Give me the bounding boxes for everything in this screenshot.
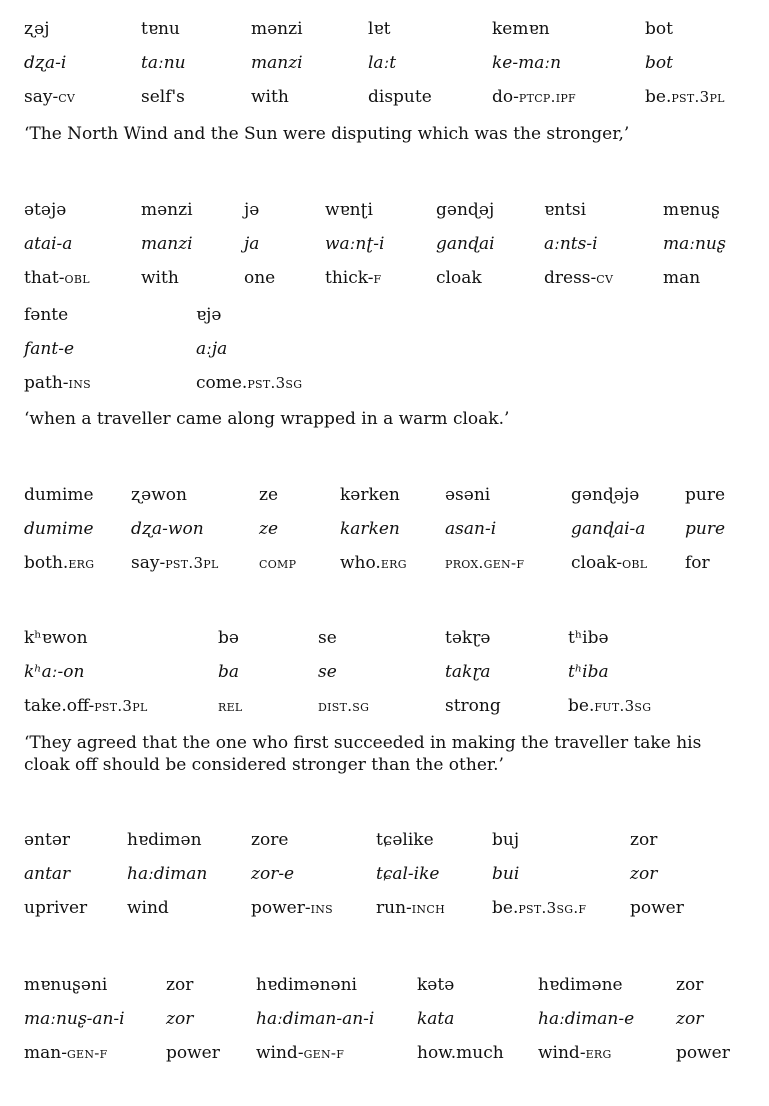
phonetic-word: mənzi (141, 200, 193, 220)
morpheme-word: ke-maːn (492, 53, 562, 73)
morpheme-word: kata (417, 1009, 455, 1029)
gloss-word: man (663, 268, 701, 288)
morpheme-word: haːdiman-an-i (256, 1009, 375, 1029)
phonetic-word: ɐntsi (544, 200, 587, 220)
morpheme-word: haːdiman (127, 864, 208, 884)
gloss-abbreviation: pst.3sg.f (518, 899, 587, 917)
gloss-word: thick-f (325, 268, 382, 288)
gloss-word (218, 695, 243, 717)
phonetic-word: bə (218, 628, 239, 648)
phonetic-word: mɐnuʂ (663, 200, 720, 220)
phonetic-word: zore (251, 830, 289, 850)
phonetic-word: jə (244, 200, 260, 220)
gloss-word: run-inch (376, 898, 445, 918)
gloss-word (445, 552, 524, 574)
phonetic-word: əsəni (445, 485, 491, 505)
gloss-word: with (141, 268, 179, 288)
phonetic-word: hɐdiməne (538, 975, 623, 995)
morpheme-word: tɕal-ike (376, 864, 440, 884)
gloss-word: say-cv (24, 87, 76, 107)
morpheme-word: takɽa (445, 662, 491, 682)
phonetic-word: wɐnʈi (325, 200, 373, 220)
morpheme-word: ganɖai-a (571, 519, 646, 539)
morpheme-word: ja (244, 234, 260, 254)
morpheme-word: ze (259, 519, 279, 539)
gloss-word: say-pst.3pl (131, 553, 219, 573)
gloss-word: self's (141, 87, 185, 107)
phonetic-word: gənɖəj (436, 200, 495, 220)
morpheme-word: aːnts-i (544, 234, 598, 254)
phonetic-word: tɕəlike (376, 830, 434, 850)
phonetic-word: hɐdimənəni (256, 975, 357, 995)
gloss-word: power (166, 1043, 220, 1063)
gloss-word: power (630, 898, 684, 918)
gloss-abbreviation: erg (585, 1044, 612, 1062)
morpheme-word: haːdiman-e (538, 1009, 635, 1029)
gloss-word: do-ptcp.ipf (492, 87, 576, 107)
free-translation: ‘The North Wind and the Sun were disputing which was the stronger,’ (24, 124, 630, 144)
morpheme-word: bui (492, 864, 520, 884)
gloss-abbreviation: obl (622, 554, 648, 572)
gloss-word: for (685, 553, 710, 573)
gloss-word: how.much (417, 1043, 504, 1063)
phonetic-word: tɐnu (141, 19, 180, 39)
morpheme-word: dumime (24, 519, 94, 539)
morpheme-word: tʰiba (568, 662, 609, 682)
morpheme-word: aːja (196, 339, 228, 359)
morpheme-word: zor-e (251, 864, 295, 884)
gloss-word: both.erg (24, 553, 95, 573)
morpheme-word: laːt (368, 53, 397, 73)
gloss-word: path-ins (24, 373, 91, 393)
phonetic-word: ʐəwon (131, 485, 187, 505)
gloss-abbreviation: pst.3sg (247, 374, 303, 392)
gloss-word: with (251, 87, 289, 107)
morpheme-word: ba (218, 662, 240, 682)
morpheme-word: karken (340, 519, 400, 539)
gloss-word: be.pst.3pl (645, 87, 725, 107)
morpheme-word: ganɖai (436, 234, 495, 254)
morpheme-word: taːnu (141, 53, 186, 73)
gloss-word: strong (445, 696, 501, 716)
gloss-abbreviation: dist.sg (318, 697, 370, 715)
gloss-abbreviation: fut.3sg (594, 697, 652, 715)
morpheme-word: manzi (141, 234, 193, 254)
phonetic-word: ɐjə (196, 305, 222, 325)
gloss-abbreviation: erg (380, 554, 407, 572)
phonetic-word: ze (259, 485, 279, 505)
phonetic-word: zor (166, 975, 194, 995)
morpheme-word: asan-i (445, 519, 497, 539)
gloss-abbreviation: ptcp.ipf (518, 88, 576, 106)
phonetic-word: tʰibə (568, 628, 609, 648)
gloss-abbreviation: inch (411, 899, 445, 917)
morpheme-word: dʐa-won (131, 519, 204, 539)
phonetic-word: zor (630, 830, 658, 850)
gloss-word: man-gen-f (24, 1043, 108, 1063)
gloss-word: cloak-obl (571, 553, 648, 573)
gloss-word: come.pst.3sg (196, 373, 303, 393)
gloss-abbreviation: cv (58, 88, 76, 106)
gloss-word: that-obl (24, 268, 90, 288)
gloss-word: who.erg (340, 553, 407, 573)
gloss-word: wind-gen-f (256, 1043, 345, 1063)
phonetic-word: ətəjə (24, 200, 67, 220)
phonetic-word: kʰɐwon (24, 628, 88, 648)
free-translation: ‘They agreed that the one who first succeeded in making the traveller take his cloak off should be considered stronger than the other.’ (24, 733, 702, 775)
morpheme-word: dʐa-i (24, 53, 67, 73)
morpheme-word: zor (676, 1009, 704, 1029)
morpheme-word: fant-e (24, 339, 75, 359)
morpheme-word: zor (630, 864, 658, 884)
gloss-abbreviation: gen-f (66, 1044, 108, 1062)
gloss-word: wind (127, 898, 169, 918)
morpheme-word: waːnʈ-i (325, 234, 385, 254)
gloss-abbreviation: ins (310, 899, 334, 917)
free-translation: ‘when a traveller came along wrapped in a warm cloak.’ (24, 409, 510, 429)
morpheme-word: manzi (251, 53, 303, 73)
morpheme-word: kʰaː-on (24, 662, 85, 682)
gloss-abbreviation: comp (259, 554, 297, 572)
phonetic-word: əntər (24, 830, 71, 850)
phonetic-word: se (318, 628, 337, 648)
gloss-word: wind-erg (538, 1043, 612, 1063)
phonetic-word: təkɽə (445, 628, 491, 648)
phonetic-word: hɐdimən (127, 830, 202, 850)
gloss-word (259, 552, 296, 574)
gloss-word: power-ins (251, 898, 334, 918)
gloss-word: power (676, 1043, 730, 1063)
morpheme-word: zor (166, 1009, 194, 1029)
gloss-abbreviation: prox.gen-f (445, 554, 525, 572)
gloss-abbreviation: pst.3pl (671, 88, 725, 106)
gloss-word: cloak (436, 268, 482, 288)
phonetic-word: kemɐn (492, 19, 550, 39)
morpheme-word: maːnuʂ-an-i (24, 1009, 125, 1029)
phonetic-word: zor (676, 975, 704, 995)
phonetic-word: fənte (24, 305, 69, 325)
phonetic-word: mənzi (251, 19, 303, 39)
gloss-word: be.fut.3sg (568, 696, 652, 716)
gloss-abbreviation: cv (596, 269, 614, 287)
gloss-word (318, 695, 369, 717)
gloss-abbreviation: gen-f (303, 1044, 345, 1062)
phonetic-word: kətə (417, 975, 455, 995)
gloss-abbreviation: pst.3pl (165, 554, 219, 572)
phonetic-word: gənɖəjə (571, 485, 640, 505)
phonetic-word: pure (685, 485, 726, 505)
morpheme-word: atai-a (24, 234, 73, 254)
morpheme-word: bot (645, 53, 673, 73)
gloss-abbreviation: f (373, 269, 382, 287)
phonetic-word: buj (492, 830, 520, 850)
gloss-abbreviation: pst.3pl (94, 697, 148, 715)
gloss-word: dispute (368, 87, 432, 107)
gloss-word: one (244, 268, 276, 288)
gloss-word: dress-cv (544, 268, 614, 288)
gloss-word: take.off-pst.3pl (24, 696, 148, 716)
morpheme-word: antar (24, 864, 71, 884)
gloss-abbreviation: ins (68, 374, 91, 392)
phonetic-word: lɐt (368, 19, 391, 39)
gloss-abbreviation: rel (218, 697, 243, 715)
gloss-word: upriver (24, 898, 88, 918)
phonetic-word: kərken (340, 485, 400, 505)
morpheme-word: pure (685, 519, 726, 539)
morpheme-word: se (318, 662, 337, 682)
morpheme-word: maːnuʂ (663, 234, 726, 254)
phonetic-word: ʐəj (24, 19, 50, 39)
phonetic-word: bot (645, 19, 673, 39)
phonetic-word: dumime (24, 485, 94, 505)
gloss-word: be.pst.3sg.f (492, 898, 587, 918)
phonetic-word: mɐnuʂəni (24, 975, 108, 995)
gloss-abbreviation: obl (64, 269, 90, 287)
gloss-abbreviation: erg (68, 554, 95, 572)
